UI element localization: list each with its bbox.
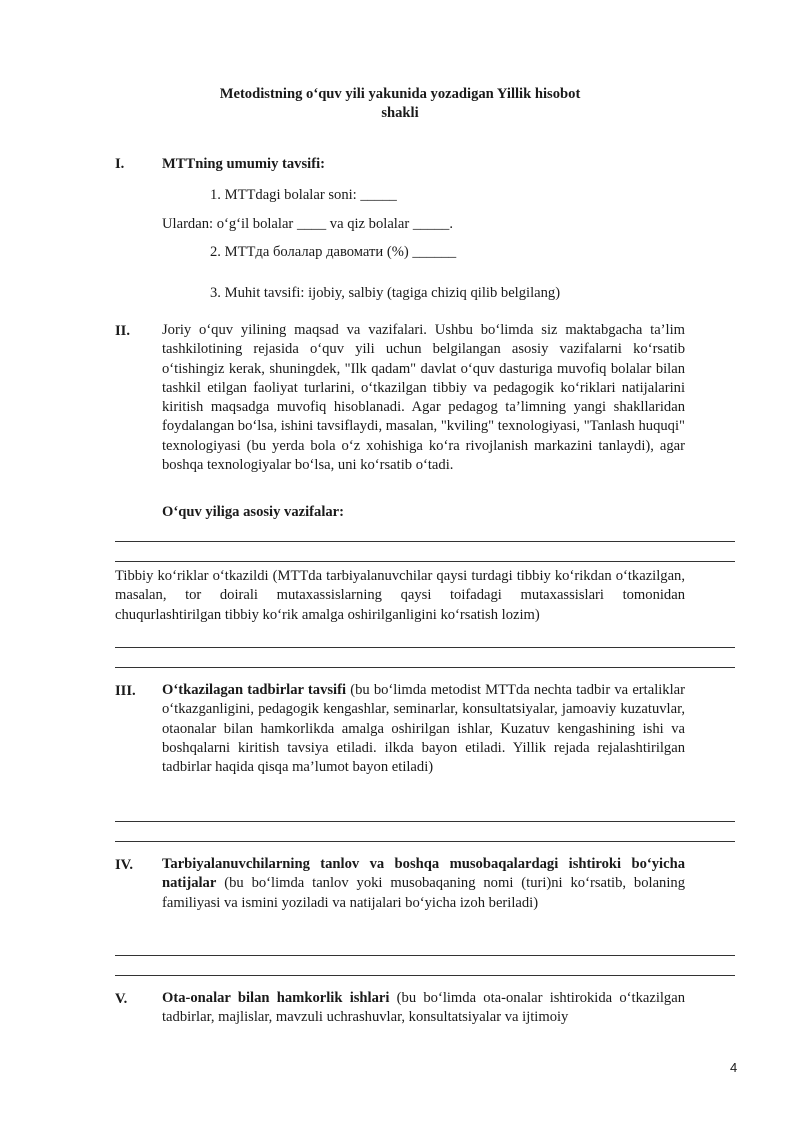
environment-item: 3. Muhit tavsifi: ijobiy, salbiy (tagiga chiziq qilib belgilang) — [210, 285, 561, 301]
section-5-numeral: V. — [115, 991, 128, 1007]
section-3-text: (bu bo‘limda metodist MTTda nechta tadbir va ertaliklar o‘tkazganligini, pedagogik kengashlar, seminarlar, konsultatsiyalar, jamoaviy kuzatuvlar, otaonalar bilan hamkorlikda amalga oshirilgan ishlar, Kuzatuv kengashining ishi va boshqalarni kiritish tavsiya etiladi. ilkda bayon etiladi. Yillik rejada rejalashtirilgan tadbirlar haqida qisqa ma’lumot bayon etiladi) — [162, 682, 685, 776]
answer-line — [115, 841, 735, 842]
section-5-paragraph — [162, 989, 685, 1028]
section-3-numeral: III. — [115, 683, 136, 699]
answer-line — [115, 647, 735, 648]
section-1-heading: MTTning umumiy tavsifi: — [162, 156, 325, 172]
section-2-subheading: O‘quv yiliga asosiy vazifalar: — [162, 504, 345, 520]
document-title-line2: shakli — [381, 105, 419, 121]
section-2-text: Joriy o‘quv yilining maqsad va vazifalari. Ushbu bo‘limda siz maktabgacha ta’lim tashkilotining rejasida o‘quv yili uchun belgilangan asosiy vazifalarni ko‘rsatib o‘tishingiz kerak, shuningdek, "Ilk qadam" davlat o‘quv dasturiga muvofiq bolalar bilan tashkil etilgan faoliyat turlarini, o‘tkazilgan tibbiy va pedagogik ko‘riklari natijalarini kiritish maqsadga muvofiq hisoblanadi. Agar pedagog ta’limning yangi shakllaridan foydalangan bo‘lsa, ishini tavsiflaydi, masalan, "kviling" texnologiyasi, "Tanlash huquqi" texnologiyasi (bu yerda bola o‘z xohishiga ko‘ra rivojlanish markazini tanlaydi), agar boshqa texnologiyalar bo‘lsa, uni ko‘rsatib o‘tadi. — [162, 322, 685, 474]
section-4-numeral: IV. — [115, 857, 133, 873]
page-number: 4 — [730, 1060, 738, 1075]
section-5-heading: Ota-onalar bilan hamkorlik ishlari — [162, 990, 390, 1006]
children-count-item: 1. MTTdagi bolalar soni: _____ — [210, 187, 397, 203]
document-title-line1: Metodistning o‘quv yili yakunida yozadigan Yillik hisobot — [219, 86, 581, 102]
answer-line — [115, 975, 735, 976]
medical-checkup-text: Tibbiy ko‘riklar o‘tkazildi (MTTda tarbiyalanuvchilar qaysi turdagi tibbiy ko‘rikdan o‘tkazilgan, masalan, tor doirali mutaxassislarning qaysi toifadagi mutaxassislari tomonidan chuqurlashtirilgan tibbiy ko‘rik amalga oshirilganligini ko‘rsatish lozim) — [115, 568, 685, 623]
answer-line — [115, 541, 735, 542]
section-1-numeral: I. — [115, 156, 125, 172]
section-4-text: (bu bo‘limda tanlov yoki musobaqaning nomi (turi)ni ko‘rsatib, bolaning familiyasi va ismini yoziladi va natijalari bo‘yicha izoh beriladi) — [162, 875, 685, 911]
answer-line — [115, 821, 735, 822]
answer-line — [115, 955, 735, 956]
attendance-item: 2. MTTда болалар давомати (%) ______ — [210, 244, 457, 260]
section-4-paragraph — [162, 855, 685, 913]
section-3-paragraph — [162, 681, 685, 777]
answer-line — [115, 561, 735, 562]
section-3-heading: O‘tkazilagan tadbirlar tavsifi — [162, 682, 347, 698]
answer-line — [115, 667, 735, 668]
boys-girls-line: Ulardan: o‘g‘il bolalar ____ va qiz bolalar _____. — [162, 216, 453, 232]
section-4-heading: Tarbiyalanuvchilarning tanlov va boshqa musobaqalardagi ishtiroki bo‘yicha natijalar — [162, 856, 685, 892]
section-2-numeral: II. — [115, 323, 131, 339]
section-5-text: (bu bo‘limda ota-onalar ishtirokida o‘tkazilgan tadbirlar, majlislar, mavzuli uchrashuvlar, konsultatsiyalar va ijtimoiy — [162, 990, 685, 1026]
